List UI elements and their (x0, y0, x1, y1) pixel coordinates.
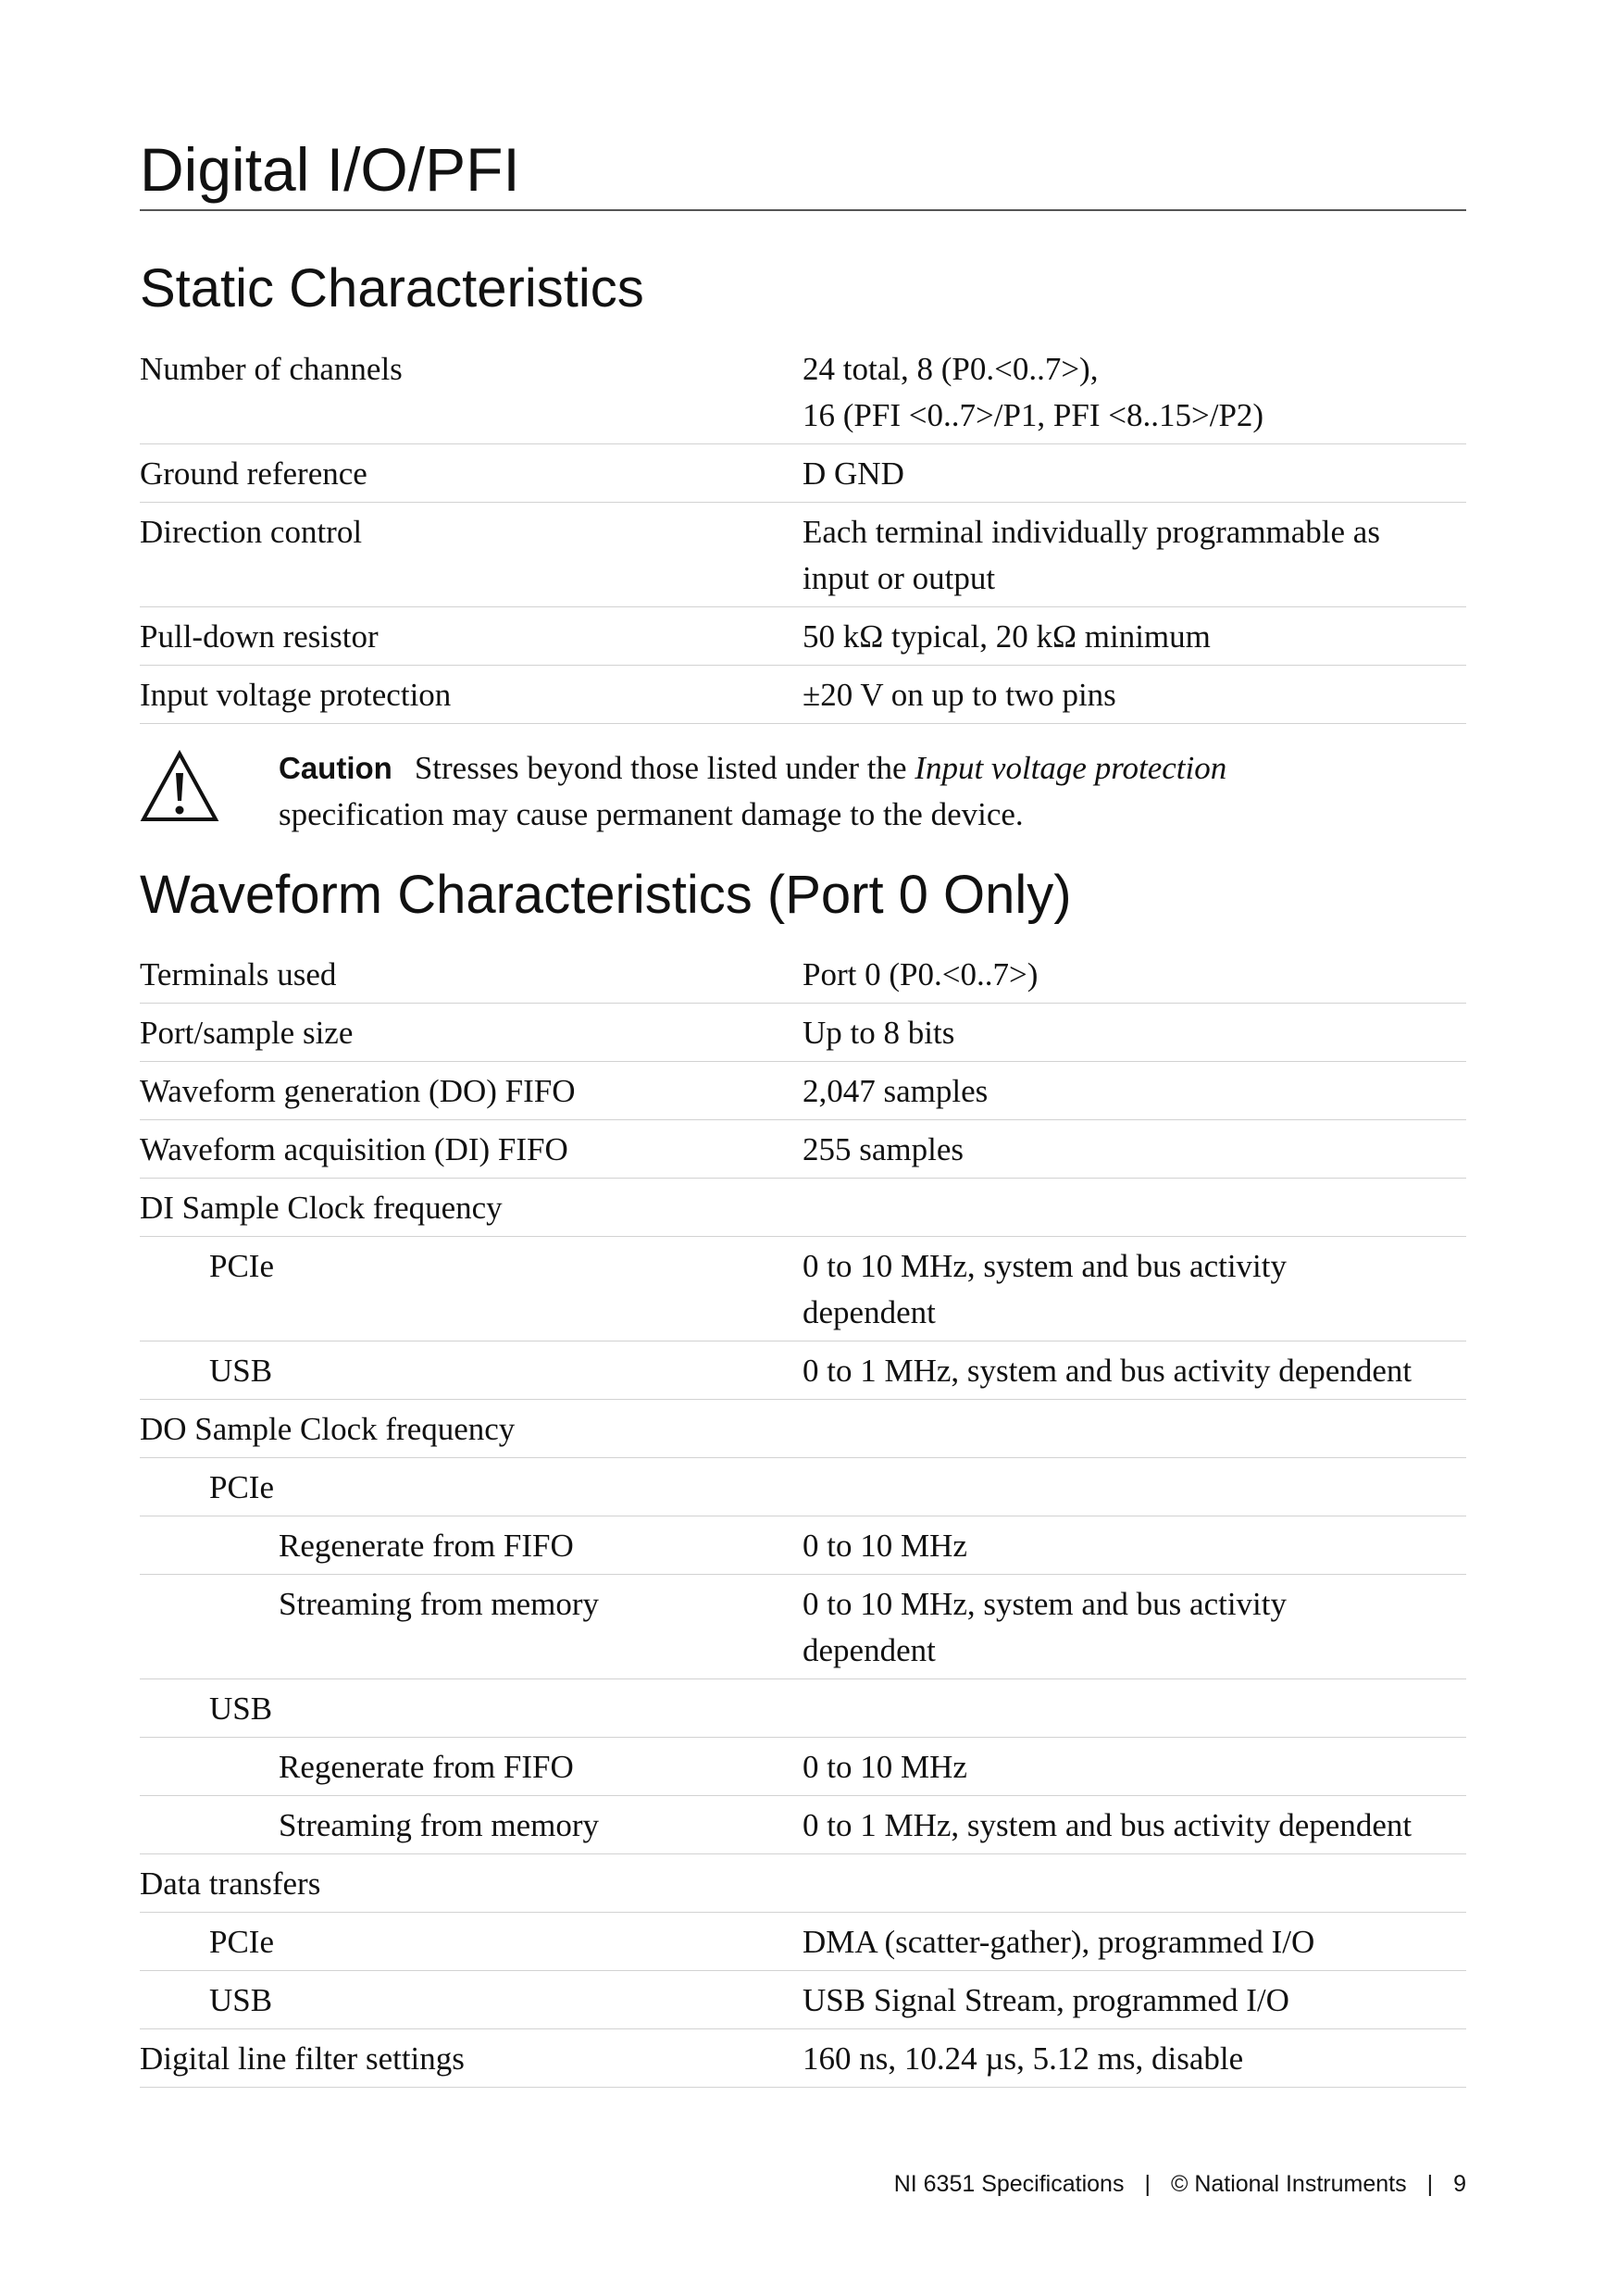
row-label: Waveform acquisition (DI) FIFO (140, 1131, 568, 1167)
row-label: Digital line filter settings (140, 2040, 465, 2077)
row-value: 0 to 10 MHz (803, 1528, 967, 1564)
value-line: 24 total, 8 (P0.<0..7>), (803, 351, 1099, 387)
caution-text-italic: Input voltage protection (915, 750, 1227, 786)
row-value (803, 1243, 1466, 1336)
table-row (140, 1004, 1466, 1062)
table-row (140, 666, 1466, 724)
row-value (803, 509, 1466, 602)
row-value: 50 kΩ typical, 20 kΩ minimum (803, 618, 1211, 655)
row-label: PCIe (209, 1469, 274, 1505)
row-label: Direction control (140, 514, 363, 550)
row-label: PCIe (209, 1248, 274, 1284)
row-value: USB Signal Stream, programmed I/O (803, 1982, 1289, 2018)
value-line: 0 to 10 MHz, system and bus activity (803, 1586, 1288, 1622)
row-value: 2,047 samples (803, 1073, 989, 1109)
waveform-heading: Waveform Characteristics (Port 0 Only) (140, 865, 1072, 925)
row-label: DO Sample Clock frequency (140, 1411, 516, 1447)
table-row (140, 1516, 1466, 1575)
table-row (140, 1458, 1466, 1516)
row-value (803, 346, 1466, 439)
row-value: DMA (scatter-gather), programmed I/O (803, 1924, 1315, 1960)
row-label: Regenerate from FIFO (279, 1749, 574, 1785)
row-label: Waveform generation (DO) FIFO (140, 1073, 576, 1109)
row-label: Port/sample size (140, 1015, 354, 1051)
row-value (803, 1861, 1466, 1907)
row-label: Terminals used (140, 956, 337, 992)
page-number: 9 (1453, 2171, 1466, 2197)
table-row (140, 1796, 1466, 1854)
table-row (140, 1971, 1466, 2029)
table-row (140, 340, 1466, 444)
value-line: 16 (PFI <0..7>/P1, PFI <8..15>/P2) (803, 397, 1264, 433)
row-value (803, 1406, 1466, 1453)
table-row (140, 607, 1466, 666)
table-row (140, 1854, 1466, 1913)
row-value: 160 ns, 10.24 µs, 5.12 ms, disable (803, 2040, 1244, 2077)
caution-keyword: Caution (279, 751, 392, 785)
row-label: DI Sample Clock frequency (140, 1190, 503, 1226)
table-row (140, 444, 1466, 503)
page-footer (894, 2171, 1466, 2198)
table-row (140, 1341, 1466, 1400)
table-row (140, 503, 1466, 607)
row-label: Number of channels (140, 351, 403, 387)
value-line: Each terminal individually programmable as (803, 514, 1380, 550)
row-value: 0 to 10 MHz (803, 1749, 967, 1785)
row-value: D GND (803, 455, 904, 492)
row-value: Up to 8 bits (803, 1015, 955, 1051)
row-label: Data transfers (140, 1866, 321, 1902)
row-value: ±20 V on up to two pins (803, 677, 1116, 713)
row-label: USB (209, 1982, 273, 2018)
row-label: Input voltage protection (140, 677, 452, 713)
row-label: PCIe (209, 1924, 274, 1960)
table-row (140, 2029, 1466, 2088)
value-line: dependent (803, 1294, 936, 1330)
table-row (140, 1062, 1466, 1120)
row-label: USB (209, 1691, 273, 1727)
row-label: Ground reference (140, 455, 367, 492)
row-value: Port 0 (P0.<0..7>) (803, 956, 1039, 992)
static-heading: Static Characteristics (140, 258, 644, 318)
waveform-table (140, 945, 1466, 2088)
footer-separator: | (1144, 2171, 1151, 2197)
row-value (803, 1465, 1466, 1511)
row-label: Regenerate from FIFO (279, 1528, 574, 1564)
table-row (140, 1120, 1466, 1179)
footer-doc-title: NI 6351 Specifications (893, 2171, 1125, 2197)
row-value (803, 1686, 1466, 1732)
table-row (140, 1179, 1466, 1237)
table-row (140, 1400, 1466, 1458)
row-value: 255 samples (803, 1131, 965, 1167)
row-value: 0 to 1 MHz, system and bus activity dependent (803, 1807, 1413, 1843)
table-row (140, 1738, 1466, 1796)
footer-separator: | (1426, 2171, 1434, 2197)
row-label: Streaming from memory (279, 1586, 600, 1622)
value-line: input or output (803, 560, 996, 596)
caution-text-part: specification may cause permanent damage to the device. (279, 796, 1024, 832)
page-title: Digital I/O/PFI (140, 139, 1466, 211)
row-value (803, 1185, 1466, 1231)
table-row (140, 945, 1466, 1004)
value-line: dependent (803, 1632, 936, 1668)
table-row (140, 1575, 1466, 1679)
row-value: 0 to 1 MHz, system and bus activity dependent (803, 1353, 1413, 1389)
footer-copyright: © National Instruments (1170, 2171, 1407, 2197)
row-label: Streaming from memory (279, 1807, 600, 1843)
static-table (140, 340, 1466, 724)
warning-triangle-icon (140, 749, 219, 823)
row-value (803, 1581, 1466, 1674)
table-row (140, 1237, 1466, 1341)
value-line: 0 to 10 MHz, system and bus activity (803, 1248, 1288, 1284)
caution-text (279, 745, 1466, 838)
caution-text-part: Stresses beyond those listed under the (414, 750, 915, 786)
table-row (140, 1679, 1466, 1738)
row-label: Pull-down resistor (140, 618, 379, 655)
table-row (140, 1913, 1466, 1971)
row-label: USB (209, 1353, 273, 1389)
